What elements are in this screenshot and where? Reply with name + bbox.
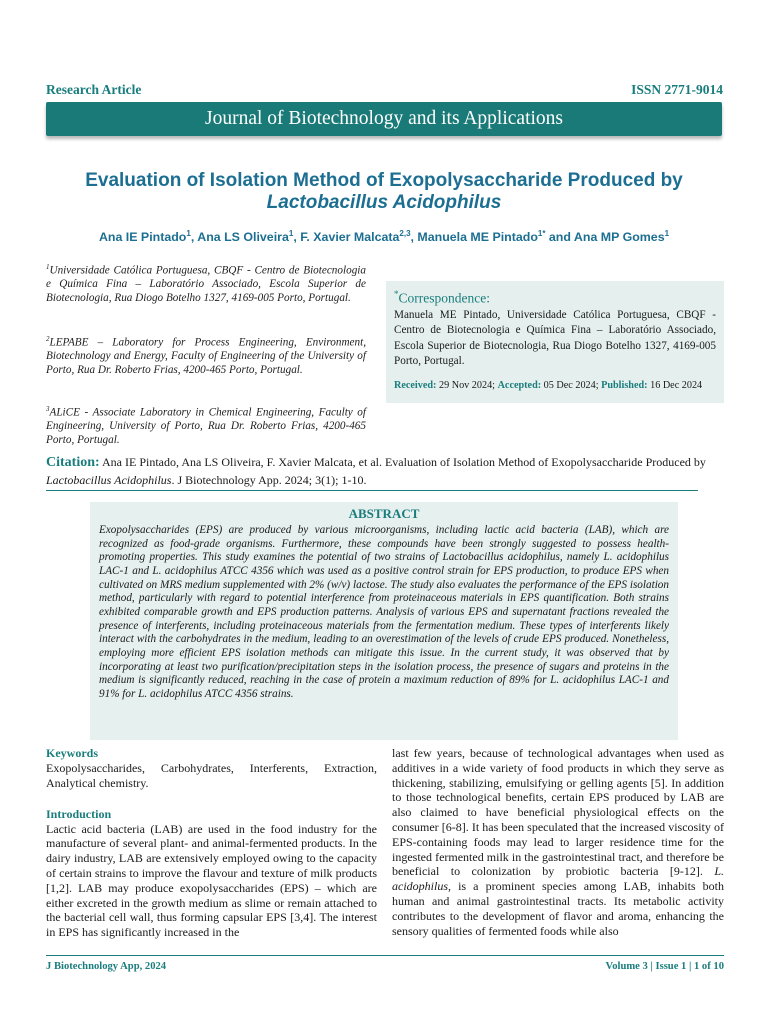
footer-page-info: Volume 3 | Issue 1 | 1 of 10 bbox=[605, 961, 724, 972]
paper-title-line1: Evaluation of Isolation Method of Exopolysaccharide Produced by bbox=[85, 170, 683, 191]
right-column bbox=[392, 746, 724, 938]
affiliation-mark: 3 bbox=[46, 405, 50, 413]
correspondence-text: Manuela ME Pintado, Universidade Católica Portuguesa, CBQF - Centro de Biotecnologia e Química Fina – Laboratório Associado, Escola Superior de Biotecnologia, Rua Diogo Botelho 1327, 4169-005 Porto, Portugal. bbox=[394, 308, 716, 368]
published-date: 16 Dec 2024 bbox=[650, 379, 703, 391]
issn-label: ISSN 2771-9014 bbox=[631, 82, 723, 97]
citation-label: Citation: bbox=[46, 455, 100, 470]
author-name: Ana IE Pintado bbox=[98, 230, 187, 245]
author-name: Ana LS Oliveira bbox=[197, 230, 289, 245]
correspondence-heading-text: Correspondence: bbox=[398, 290, 490, 306]
affiliation-text: ALiCE - Associate Laboratory in Chemical Engineering, Faculty of Engineering, University of Porto, Rua Dr. Roberto Frias, 4200-465 Porto, Portugal. bbox=[46, 406, 366, 446]
author-name: F. Xavier Malcata bbox=[300, 230, 400, 245]
intro-right-species: L. acidophilus bbox=[392, 864, 724, 894]
author-affil-mark: 1 bbox=[664, 229, 670, 238]
author-separator: and bbox=[545, 230, 574, 245]
affiliation-mark: 1 bbox=[46, 263, 50, 271]
intro-right-part2: , is a prominent species among LAB, inhabits both human and animal gastrointestinal tracts. Its metabolic activity contributes to the development of flavor and aroma, enhancing the sensory qualities of fermented foods while also bbox=[392, 879, 724, 938]
citation-species: Lactobacillus Acidophilus bbox=[46, 472, 172, 487]
received-label: Received: bbox=[394, 379, 437, 391]
author-separator: , bbox=[293, 230, 301, 245]
journal-banner bbox=[46, 102, 722, 136]
affiliation-mark: 2 bbox=[46, 335, 50, 343]
author-affil-mark: 1* bbox=[537, 229, 546, 238]
author-affil-mark: 2,3 bbox=[399, 229, 411, 238]
affiliation-1 bbox=[46, 261, 366, 306]
abstract-heading: ABSTRACT bbox=[348, 506, 420, 521]
author-separator: , bbox=[190, 230, 198, 245]
left-column bbox=[46, 746, 377, 940]
citation-text: Ana IE Pintado, Ana LS Oliveira, F. Xavier Malcata, et al. Evaluation of Isolation Method of Exopolysaccharide Produced by bbox=[102, 455, 706, 469]
abstract-box bbox=[90, 502, 678, 740]
article-type-label: Research Article bbox=[46, 82, 142, 97]
keywords-heading: Keywords bbox=[46, 746, 98, 760]
author-name: Manuela ME Pintado bbox=[417, 230, 538, 245]
affiliation-2 bbox=[46, 333, 366, 378]
author-name: Ana MP Gomes bbox=[573, 230, 665, 245]
citation-divider bbox=[46, 490, 698, 491]
paper-title-line2: Lactobacillus Acidophilus bbox=[266, 192, 502, 213]
received-date: 29 Nov 2024; bbox=[438, 379, 496, 391]
publication-dates bbox=[394, 380, 716, 391]
journal-title: Journal of Biotechnology and its Applications bbox=[205, 108, 563, 129]
author-list bbox=[30, 229, 738, 244]
introduction-heading: Introduction bbox=[46, 806, 112, 821]
paper-title bbox=[40, 170, 728, 214]
affiliation-3 bbox=[46, 403, 366, 448]
author-affil-mark: 1 bbox=[288, 229, 294, 238]
affiliation-text: LEPABE – Laboratory for Process Engineering, Environment, Biotechnology and Energy, Faculty of Engineering of the University of Porto, Rua Dr. Roberto Frias, 4200-465 Porto, Portugal. bbox=[46, 336, 366, 376]
author-affil-mark: 1 bbox=[186, 229, 191, 238]
correspondence-box bbox=[386, 281, 724, 403]
citation-block bbox=[46, 454, 726, 488]
abstract-text: Exopolysaccharides (EPS) are produced by various microorganisms, including lactic acid bacteria (LAB), which are recognized as food-grade organisms. Furthermore, these compounds have been strongly suggested to possess health-promoting properties. This study examines the potential of two strains of Lactobacillus acidophilus, namely L. acidophilus LAC-1 and L. acidophilus ATCC 4356 which was used as a positive control strain for EPS production, to produce EPS when cultivated on MRS medium supplemented with 2% (w/v) lactose. The study also evaluates the performance of the EPS isolation method, particularly with regard to potential interference from proteinaceous materials in EPS quantification. Both strains exhibited comparable growth and EPS production patterns. Analysis of various EPS and supernatant fractions revealed the presence of interferents, including proteinaceous materials from the fermentation medium. These types of interferents likely interact with the carbohydrates in the medium, leading to an overestimation of the levels of crude EPS produced. Nonetheless, employing more efficient EPS isolation methods can mitigate this issue. In the current study, it was observed that by incorporating at least two purification/precipitation steps in the isolation process, the presence of sugars and proteins in the medium is significantly reduced, reaching in the case of protein a maximum reduction of 89% for L. acidophilus LAC-1 and 91% for L. acidophilus ATCC 4356 strains. bbox=[99, 524, 669, 700]
keywords-text: Exopolysaccharides, Carbohydrates, Interferents, Extraction, Analytical chemistry. bbox=[46, 761, 377, 790]
intro-right-part1: last few years, because of technological advantages when used as additives in a wide variety of food products in which they serve as thickening, stabilizing, emulsifying or gelling agents [5]. In addition to those technological benefits, certain EPS produced by LAB are also claimed to have beneficial physiological effects on the consumer [6-8]. It has been speculated that the increased viscosity of EPS-containing foods may lead to larger residence time for the ingested fermented milk in the gastrointestinal tract, and therefore be beneficial to colonization by probiotic bacteria [9-12]. bbox=[392, 746, 724, 879]
author-separator: , bbox=[410, 230, 418, 245]
published-label: Published: bbox=[601, 379, 648, 391]
citation-text-end: . J Biotechnology App. 2024; 3(1); 1-10. bbox=[171, 472, 367, 487]
correspondence-heading bbox=[394, 289, 716, 307]
introduction-text-right bbox=[392, 746, 724, 938]
introduction-text-left: Lactic acid bacteria (LAB) are used in the food industry for the manufacture of several plant- and animal-fermented products. In the dairy industry, LAB are extensively employed owing to the capacity of certain strains to improve the flavour and texture of milk products [1,2]. LAB may produce exopolysaccharides (EPS) – which are either excreted in the growth medium as slime or remain attached to the bacterial cell wall, thus forming capsular EPS [3,4]. The interest in EPS has significantly increased in the bbox=[46, 821, 377, 940]
footer-journal: J Biotechnology App, 2024 bbox=[46, 961, 167, 972]
accepted-label: Accepted: bbox=[497, 379, 542, 391]
correspondence-mark: * bbox=[394, 289, 399, 299]
footer-divider bbox=[46, 955, 724, 956]
affiliation-text: Universidade Católica Portuguesa, CBQF - Centro de Biotecnologia e Química Fina – Laboratório Associado, Escola Superior de Biotecnologia, Rua Diogo Botelho 1327, 4169-005 Porto, Portugal. bbox=[46, 264, 366, 304]
accepted-date: 05 Dec 2024; bbox=[543, 379, 599, 391]
